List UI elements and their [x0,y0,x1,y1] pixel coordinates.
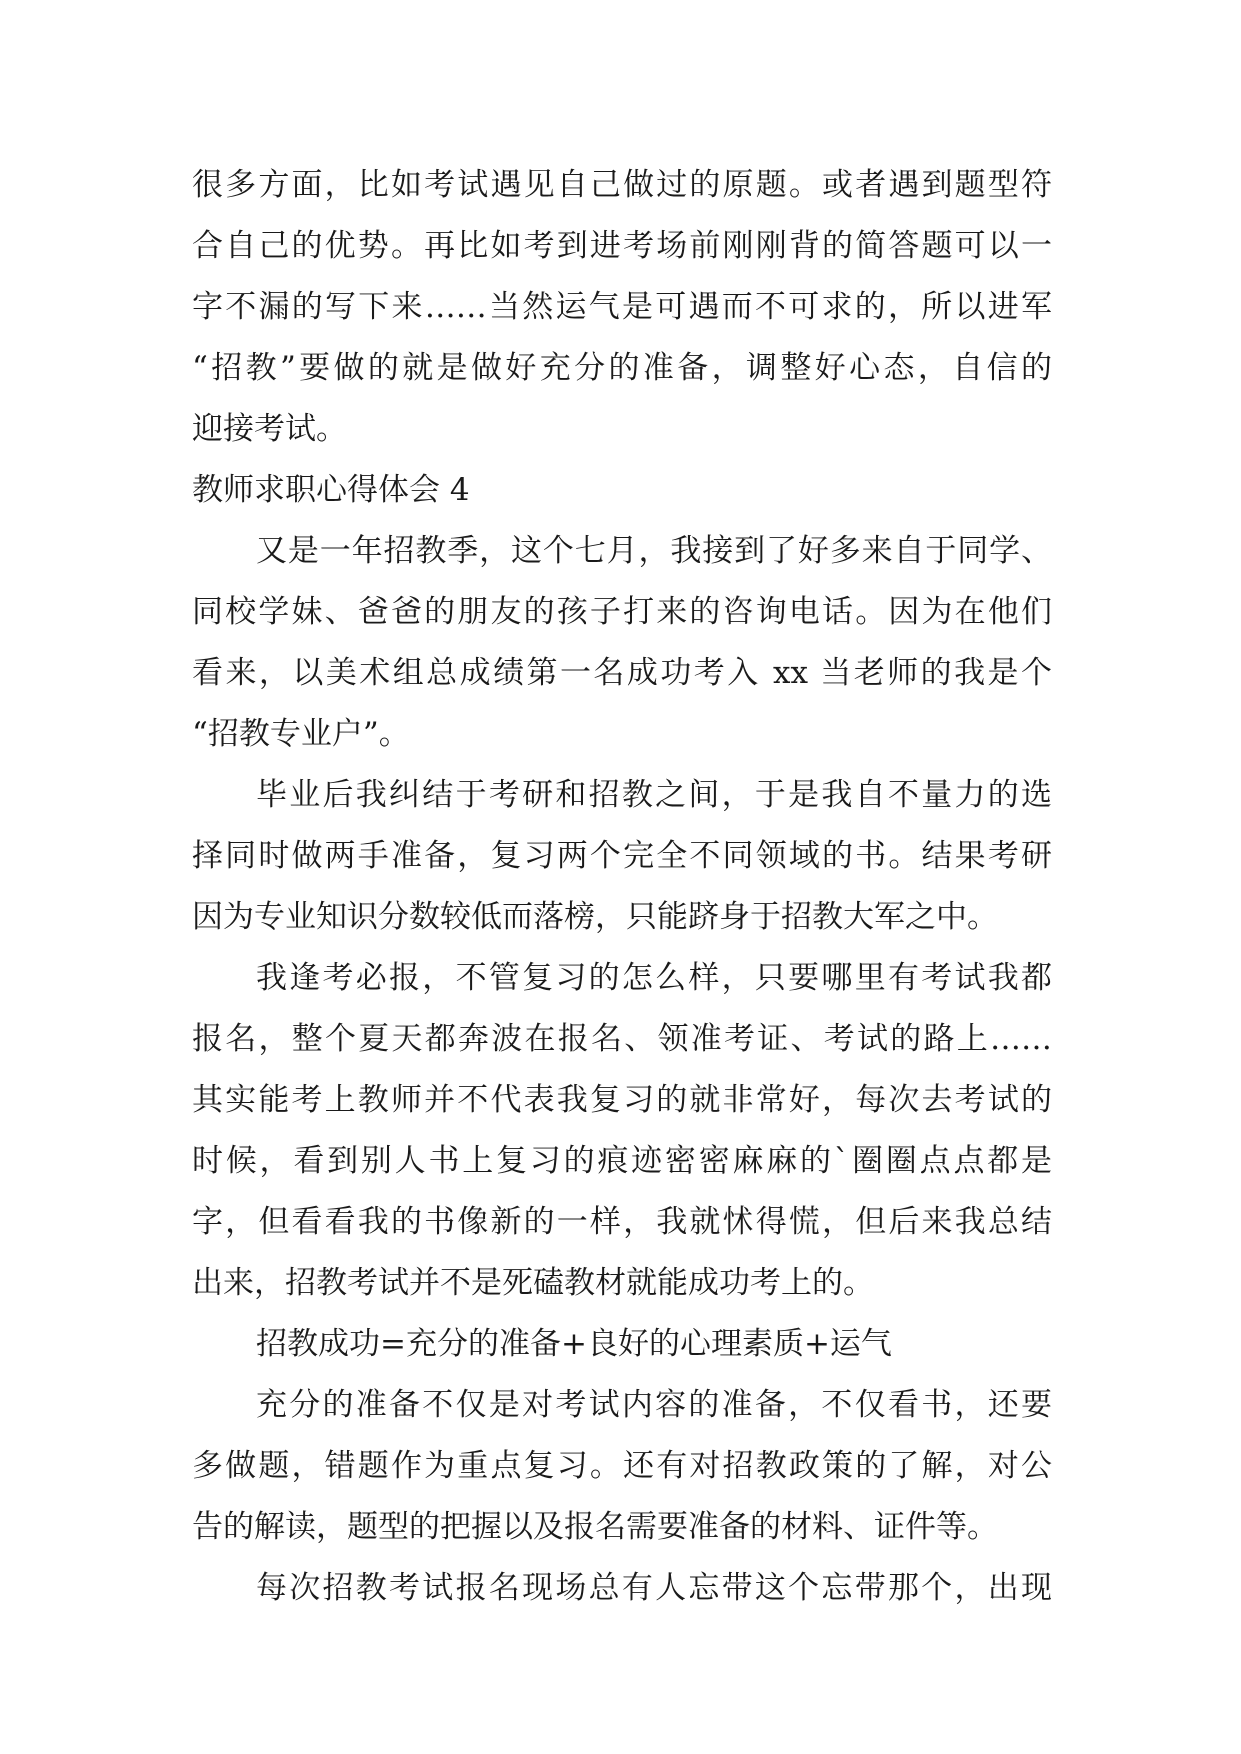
text-line: 招教成功=充分的准备+良好的心理素质+运气 [256,1326,892,1362]
text-line: 择同时做两手准备，复习两个完全不同领域的书。结果考研 [192,838,1052,874]
paragraph [192,1375,1052,1558]
text-line: 我逢考必报，不管复习的怎么样，只要哪里有考试我都 [256,960,1052,996]
text-line: 报名，整个夏天都奔波在报名、领准考证、考试的路上…… [192,1021,1052,1057]
text-line: “招教专业户”。 [192,716,410,752]
text-line: 看来，以美术组总成绩第一名成功考入 xx 当老师的我是个 [192,655,1052,691]
text-line: 很多方面，比如考试遇见自己做过的原题。或者遇到题型符 [192,167,1052,203]
text-line: 每次招教考试报名现场总有人忘带这个忘带那个，出现 [256,1570,1052,1606]
text-line: 合自己的优势。再比如考到进考场前刚刚背的简答题可以一 [192,228,1052,264]
text-line: 其实能考上教师并不代表我复习的就非常好，每次去考试的 [192,1082,1052,1118]
text-line: “招教”要做的就是做好充分的准备，调整好心态，自信的 [192,350,1052,386]
section-heading [192,460,1052,521]
paragraph [192,521,1052,765]
text-line: 告的解读，题型的把握以及报名需要准备的材料、证件等。 [192,1509,998,1545]
text-line: 毕业后我纠结于考研和招教之间，于是我自不量力的选 [256,777,1052,813]
text-line: 因为专业知识分数较低而落榜，只能跻身于招教大军之中。 [192,899,998,935]
paragraph-continuation [192,155,1052,460]
text-line: 同校学妹、爸爸的朋友的孩子打来的咨询电话。因为在他们 [192,594,1052,630]
text-line: 充分的准备不仅是对考试内容的准备，不仅看书，还要 [256,1387,1052,1423]
document-body [192,155,1052,1619]
paragraph [192,948,1052,1314]
text-line: 又是一年招教季，这个七月，我接到了好多来自于同学、 [256,533,1052,569]
text-line: 迎接考试。 [192,411,347,447]
paragraph [192,1314,1052,1375]
text-line: 字，但看看我的书像新的一样，我就怵得慌，但后来我总结 [192,1204,1052,1240]
paragraph [192,765,1052,948]
heading-text: 教师求职心得体会 4 [192,472,470,508]
paragraph [192,1558,1052,1619]
text-line: 多做题，错题作为重点复习。还有对招教政策的了解，对公 [192,1448,1052,1484]
text-line: 时候，看到别人书上复习的痕迹密密麻麻的`圈圈点点都是 [192,1143,1052,1179]
text-line: 字不漏的写下来……当然运气是可遇而不可求的，所以进军 [192,289,1052,325]
text-line: 出来，招教考试并不是死磕教材就能成功考上的。 [192,1265,874,1301]
